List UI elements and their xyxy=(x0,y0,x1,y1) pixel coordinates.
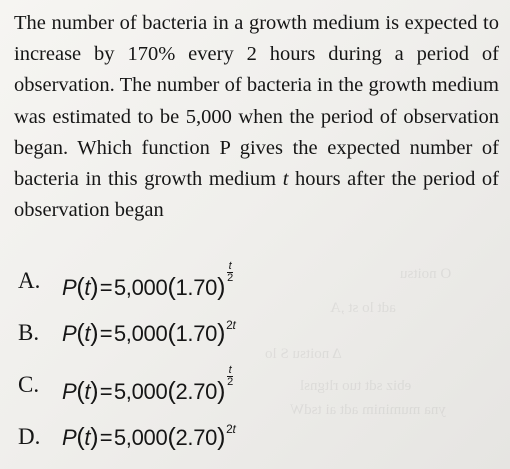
function-variable: t xyxy=(84,274,91,300)
function-name: P xyxy=(62,321,77,346)
initial-value: 5,000 xyxy=(113,425,168,450)
exponent xyxy=(226,422,235,436)
function-variable: t xyxy=(84,425,91,450)
exponent-fraction xyxy=(227,365,233,388)
show-through-text: O noitsu xyxy=(400,266,452,282)
exponent-variable: t xyxy=(232,318,236,332)
choice-letter: A. xyxy=(18,268,41,293)
growth-base: 1.70 xyxy=(175,274,218,300)
initial-value: 5,000 xyxy=(113,378,168,404)
choice-c[interactable] xyxy=(18,359,498,411)
choice-b[interactable] xyxy=(18,307,498,359)
question-text-end: hours after the period of observation began xyxy=(14,168,500,222)
exponent-coefficient: 2 xyxy=(226,422,233,436)
exponent-denominator: 2 xyxy=(227,271,233,284)
exponent-coefficient: 2 xyxy=(226,318,233,332)
growth-base: 2.70 xyxy=(175,425,218,450)
function-variable: t xyxy=(84,321,91,346)
question-variable: t xyxy=(282,168,289,191)
choice-letter: D. xyxy=(18,424,41,449)
exponent-numerator: t xyxy=(228,259,232,272)
choice-formula: P(t) = 5,000(1.70) $\frac{t}{2}$ xyxy=(62,259,233,301)
choice-d[interactable] xyxy=(18,411,498,463)
choice-formula: P(t) = 5,000(1.70)2t xyxy=(62,318,236,347)
question-text-main: The number of bacteria in a growth medium is expected to increase by 170% every 2 hours during a period of observation. The number of bacteria in the growth medium was estimated to be 5,000 when the period of observation began. Which function P gives the expected number of bacteria in this growth medium xyxy=(14,12,499,191)
show-through-text: ebiz sdt tuo rltgnsl xyxy=(300,378,412,394)
growth-base: 1.70 xyxy=(175,321,218,346)
function-variable: t xyxy=(84,378,91,404)
choice-a[interactable] xyxy=(18,255,498,307)
show-through-text: yna muminim adt ai tsdW xyxy=(290,402,446,418)
choice-letter: B. xyxy=(18,320,40,345)
exponent-numerator: t xyxy=(228,363,232,376)
growth-base: 2.70 xyxy=(175,378,218,404)
exponent-fraction xyxy=(227,261,233,284)
function-name: P xyxy=(62,425,77,450)
exponent-variable: t xyxy=(232,422,236,436)
initial-value: 5,000 xyxy=(113,321,168,346)
function-name: P xyxy=(62,378,77,404)
exponent xyxy=(226,318,235,332)
choice-formula: P(t) = 5,000(2.70) $\frac{t}{2}$ xyxy=(62,363,233,405)
initial-value: 5,000 xyxy=(113,274,168,300)
choice-formula: P(t) = 5,000(2.70)2t xyxy=(62,422,236,451)
choice-letter: C. xyxy=(18,372,40,397)
show-through-text: Δ noitsu S lo xyxy=(265,346,342,362)
exponent-denominator: 2 xyxy=(227,375,233,388)
function-name: P xyxy=(62,274,77,300)
show-through-text: adt lo st ,A xyxy=(330,300,396,316)
question-text xyxy=(14,8,499,226)
answer-choices xyxy=(18,255,498,463)
